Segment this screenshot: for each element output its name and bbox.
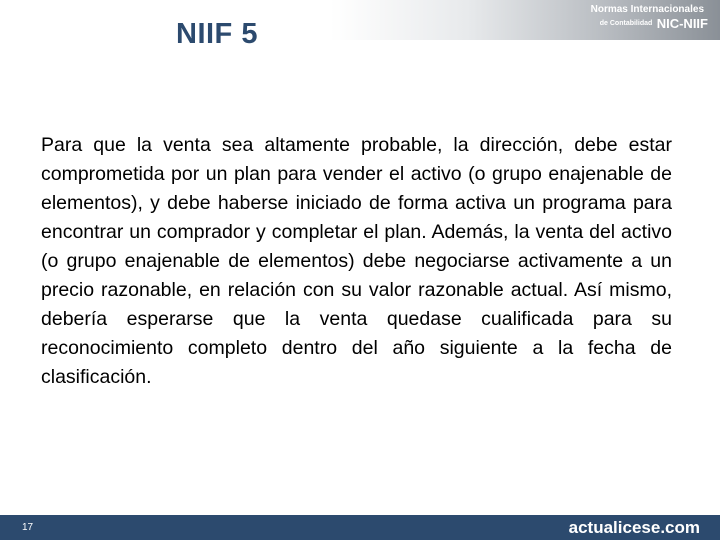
actualicese-logo: actualicese.com <box>568 518 700 537</box>
logo-line-2-big: NIC-NIIF <box>656 16 708 31</box>
logo-line-2 <box>568 16 708 32</box>
page-number: 17 <box>22 522 34 533</box>
footer-bar <box>0 515 720 540</box>
nic-niif-logo <box>568 3 708 35</box>
logo-line-2-small: de Contabilidad <box>599 20 653 27</box>
slide-title: NIIF 5 <box>176 18 258 50</box>
logo-line-1: Normas Internacionales <box>590 4 704 15</box>
header-banner <box>330 0 720 40</box>
slide-body-text: Para que la venta sea altamente probable, la dirección, debe estar comprometida por un plan para vender el activo (o grupo enajenable de elementos), y debe haberse iniciado de forma activa un programa para encontrar un comprador y completar el plan. Además, la venta del activo (o grupo enajenable de elementos) debe negociarse activamente a un precio razonable, en relación con su valor razonable actual. Así mismo, debería esperarse que la venta quedase cualificada para su reconocimiento completo dentro del año siguiente a la fecha de clasificación. <box>41 134 672 388</box>
